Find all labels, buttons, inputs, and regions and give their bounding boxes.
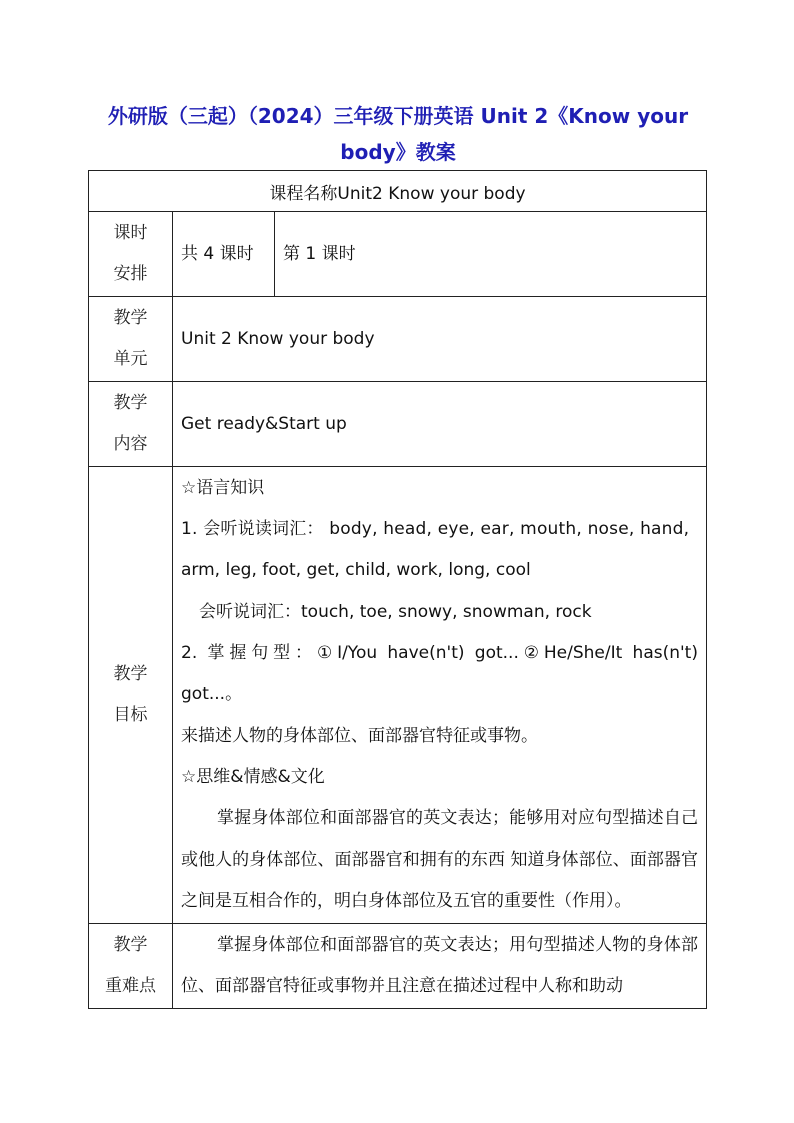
objectives-row — [89, 467, 707, 924]
period-total-cell: 共 4 课时 — [173, 212, 275, 297]
unit-value-cell: Unit 2 Know your body — [173, 297, 707, 382]
objective-heading-thinking: ☆思维&情感&文化 — [181, 766, 325, 787]
content-label-line-2: 内容 — [113, 434, 148, 454]
unit-label-line-2: 单元 — [113, 349, 148, 369]
content-row — [89, 382, 707, 467]
course-name-row — [89, 171, 707, 212]
objective-sentence-patterns: 2. 掌握句型：①I/You have(n't) got...②He/She/It has(n't) got...。 — [181, 643, 698, 705]
unit-label — [89, 297, 173, 382]
key-points-label — [89, 924, 173, 1009]
key-points-row — [89, 924, 707, 1009]
unit-row — [89, 297, 707, 382]
period-label-line-2: 安排 — [113, 264, 148, 284]
objective-vocab-line-2: arm, leg, foot, get, child, work, long, cool — [181, 560, 531, 581]
objectives-label — [89, 467, 173, 924]
objective-listening-vocab: 会听说词汇：touch, toe, snowy, snowman, rock — [199, 601, 592, 622]
key-points-content-cell — [173, 924, 707, 1009]
objective-thinking-paragraph: 掌握身体部位和面部器官的英文表达；能够用对应句型描述自己或他人的身体部位、面部器官和拥有的东西 知道身体部位、面部器官之间是互相合作的，明白身体部位及五官的重要性（作用）。 — [181, 808, 698, 911]
page-title — [88, 98, 708, 170]
key-points-label-line-2: 重难点 — [105, 976, 156, 996]
title-line-2: body》教案 — [340, 140, 456, 164]
period-label — [89, 212, 173, 297]
key-points-label-line-1: 教学 — [113, 935, 148, 955]
objective-vocab-line-1: 1. 会听说读词汇： body, head, eye, ear, mouth, nose, hand, — [181, 519, 690, 540]
objectives-label-line-1: 教学 — [113, 664, 148, 684]
objective-heading-language: ☆语言知识 — [181, 477, 265, 498]
objective-sentence-purpose: 来描述人物的身体部位、面部器官特征或事物。 — [181, 725, 538, 746]
lesson-plan-table — [88, 170, 707, 1009]
period-row — [89, 212, 707, 297]
unit-label-line-1: 教学 — [113, 308, 148, 328]
content-value-cell: Get ready&Start up — [173, 382, 707, 467]
title-line-1: 外研版（三起）（2024）三年级下册英语 Unit 2《Know your — [107, 104, 689, 128]
course-name-cell: 课程名称Unit2 Know your body — [89, 171, 707, 212]
content-label-line-1: 教学 — [113, 393, 148, 413]
key-points-paragraph: 掌握身体部位和面部器官的英文表达；用句型描述人物的身体部位、面部器官特征或事物并且注意在描述过程中人称和助动 — [181, 934, 698, 996]
content-label — [89, 382, 173, 467]
objectives-label-line-2: 目标 — [113, 705, 148, 725]
objectives-content-cell — [173, 467, 707, 924]
period-current-cell: 第 1 课时 — [275, 212, 707, 297]
period-label-line-1: 课时 — [113, 223, 148, 243]
